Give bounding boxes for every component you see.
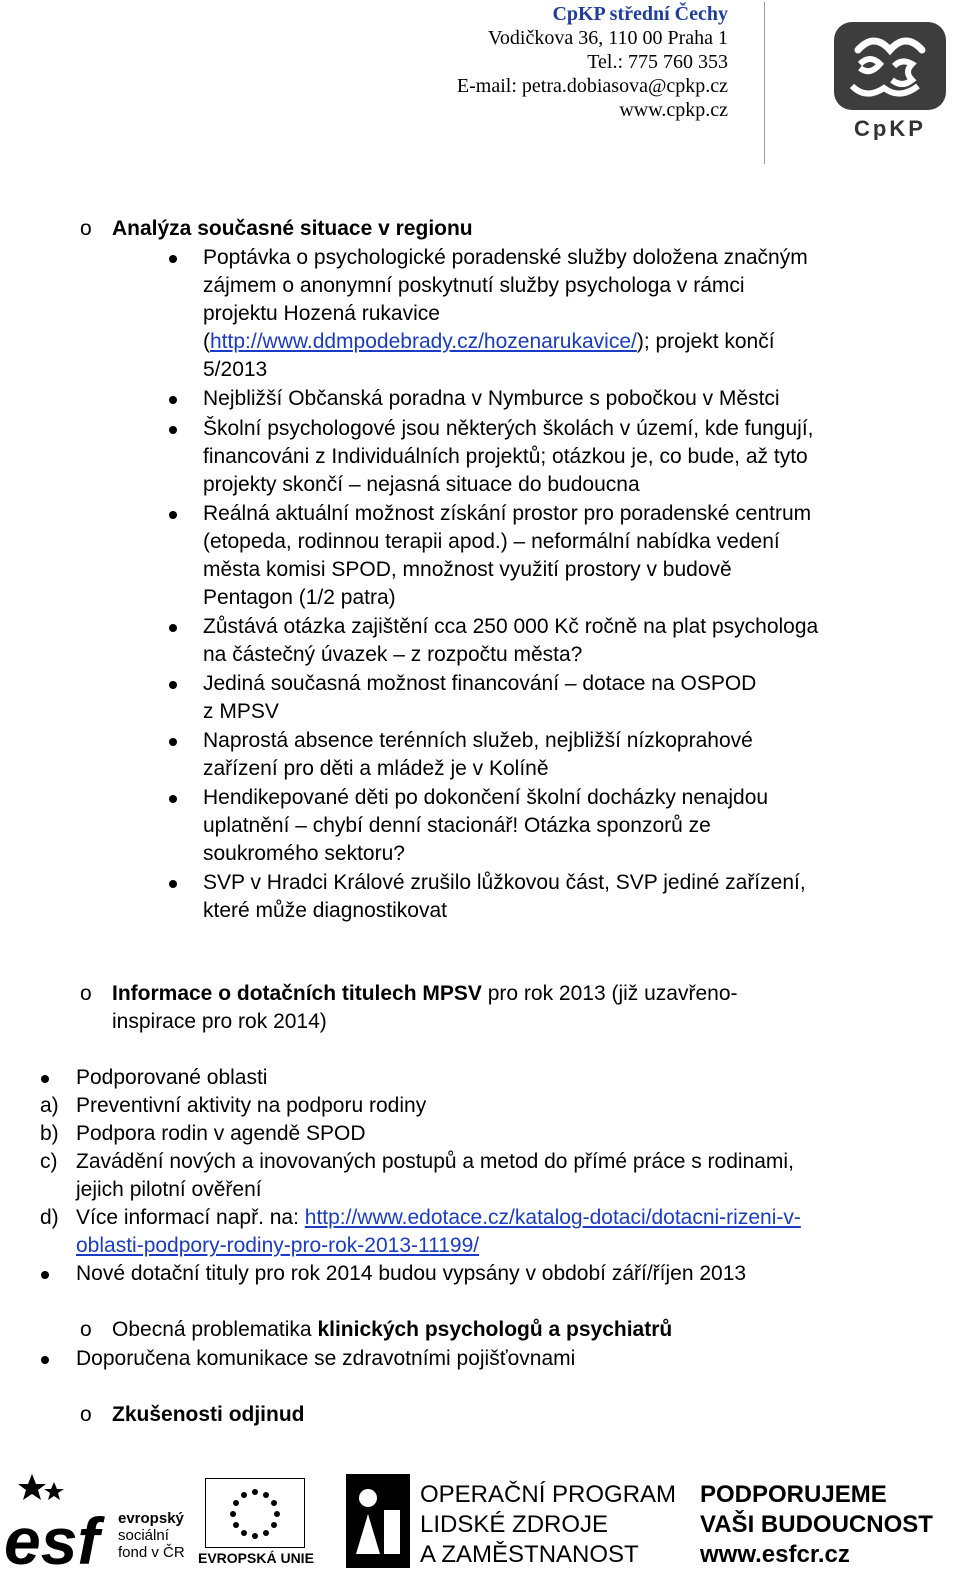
bullet-icon xyxy=(41,1075,49,1083)
eu-label: EVROPSKÁ UNIE xyxy=(198,1550,314,1566)
s1-b3-line2: financováni z Individuálních projektů; otázkou je, co bude, až tyto xyxy=(203,445,808,468)
s1-b5-line1: Zůstává otázka zajištění cca 250 000 Kč ročně na plat psychologa xyxy=(203,615,819,638)
svg-text:CpKP: CpKP xyxy=(854,116,926,140)
s1-b9-line1: SVP v Hradci Králové zrušilo lůžkovou část, SVP jediné zařízení, xyxy=(203,871,806,894)
cpkp-logo xyxy=(830,20,950,140)
bullet-icon xyxy=(169,880,177,888)
bullet-icon xyxy=(41,1356,49,1364)
s1-b1-line3: projektu Hozená rukavice xyxy=(203,302,440,325)
edotace-link-part2[interactable]: oblasti-podpory-rodiny-pro-rok-2013-11199/ xyxy=(76,1234,480,1257)
op-logo xyxy=(346,1474,410,1568)
s1-b6-line2: z MPSV xyxy=(203,700,279,723)
s1-b8-line2: uplatnění – chybí denní stacionář! Otázka sponzorů ze xyxy=(203,814,711,837)
esf-line2: sociální xyxy=(118,1527,169,1544)
s1-b8-line1: Hendikepované děti po dokončení školní docházky nenajdou xyxy=(203,786,769,809)
section-marker: o xyxy=(80,1318,92,1341)
item-label: d) xyxy=(40,1206,59,1229)
org-name: CpKP střední Čechy xyxy=(552,3,728,25)
s1-b1-line5: 5/2013 xyxy=(203,358,268,381)
support-text xyxy=(700,1480,933,1570)
bullet-icon xyxy=(169,681,177,689)
bullet-icon xyxy=(169,396,177,404)
s1-b8-line3: soukromého sektoru? xyxy=(203,842,405,865)
esf-logo-icon xyxy=(2,1472,114,1570)
header-block xyxy=(457,2,728,122)
s1-b3-line1: Školní psychologové jsou některých školách v území, kde fungují, xyxy=(203,417,814,440)
s1-b4-line1: Reálná aktuální možnost získání prostor pro poradenské centrum xyxy=(203,502,812,525)
section3-title: Obecná problematika klinických psychologů a psychiatrů xyxy=(112,1318,673,1341)
section-marker: o xyxy=(80,1403,92,1426)
org-phone: Tel.: 775 760 353 xyxy=(587,51,728,73)
item-text: Více informací např. na: http://www.edotace.cz/katalog-dotaci/dotacni-rizeni-v- xyxy=(76,1206,801,1229)
s1-b7-line1: Naprostá absence terénních služeb, nejbližší nízkoprahové xyxy=(203,729,753,752)
bullet-icon xyxy=(169,624,177,632)
eu-flag xyxy=(205,1478,305,1548)
bullet-icon xyxy=(169,511,177,519)
s1-b1-line2: zájmem o anonymní poskytnutí služby psychologa v rámci xyxy=(203,274,745,297)
section3-bullet: Doporučena komunikace se zdravotními pojišťovnami xyxy=(76,1347,576,1370)
support-web: www.esfcr.cz xyxy=(700,1541,850,1568)
bullet-icon xyxy=(169,255,177,263)
op-text xyxy=(420,1480,676,1570)
esf-line3: fond v ČR xyxy=(118,1544,185,1561)
item-label: a) xyxy=(40,1094,59,1117)
op-line1: OPERAČNÍ PROGRAM xyxy=(420,1481,677,1508)
s1-b4-line3: města komisi SPOD, množnost využití prostory v budově xyxy=(203,558,732,581)
s1-b6-line1: Jediná současná možnost financování – dotace na OSPOD xyxy=(203,672,757,695)
s1-b4-line4: Pentagon (1/2 patra) xyxy=(203,586,396,609)
item-text-cont: jejich pilotní ověření xyxy=(76,1178,262,1201)
esf-text xyxy=(118,1510,185,1561)
supported-areas: Podporované oblasti xyxy=(76,1066,268,1089)
org-email: E-mail: petra.dobiasova@cpkp.cz xyxy=(456,75,728,97)
item-label: c) xyxy=(40,1150,58,1173)
section-marker: o xyxy=(80,217,92,240)
section2-title-line2: inspirace pro rok 2014) xyxy=(112,1010,327,1033)
support-line2: VAŠI BUDOUCNOST xyxy=(700,1511,933,1538)
op-line2: LIDSKÉ ZDROJE xyxy=(420,1511,609,1538)
s1-b1-line4: (http://www.ddmpodebrady.cz/hozenarukavice/); projekt končí xyxy=(203,330,775,353)
section2-title-line1: Informace o dotačních titulech MPSV pro rok 2013 (již uzavřeno- xyxy=(112,982,738,1005)
footer-logos xyxy=(0,1470,960,1572)
header-divider xyxy=(764,2,765,164)
item-text: Podpora rodin v agendě SPOD xyxy=(76,1122,366,1145)
edotace-link[interactable]: http://www.edotace.cz/katalog-dotaci/dotacni-rizeni-v- xyxy=(304,1206,801,1229)
section-marker: o xyxy=(80,982,92,1005)
support-line1: PODPORUJEME xyxy=(700,1481,887,1508)
section4-title: Zkušenosti odjinud xyxy=(112,1403,305,1426)
item-text: Zavádění nových a inovovaných postupů a metod do přímé práce s rodinami, xyxy=(76,1150,794,1173)
new-titles-text: Nové dotační tituly pro rok 2014 budou vypsány v období září/říjen 2013 xyxy=(76,1262,747,1285)
org-web: www.cpkp.cz xyxy=(619,99,728,121)
svg-text:esf: esf xyxy=(4,1504,100,1570)
bullet-icon xyxy=(41,1271,49,1279)
edotace-link-cont xyxy=(76,1232,479,1260)
s1-b4-line2: (etopeda, rodinnou terapii apod.) – neformální nabídka vedení xyxy=(203,530,780,553)
item-text: Preventivní aktivity na podporu rodiny xyxy=(76,1094,427,1117)
bullet-icon xyxy=(169,426,177,434)
s1-b7-line2: zařízení pro děti a mládež je v Kolíně xyxy=(203,757,549,780)
bullet-icon xyxy=(169,795,177,803)
op-line3: A ZAMĚSTNANOST xyxy=(420,1541,639,1568)
s1-b2: Nejbližší Občanská poradna v Nymburce s pobočkou v Městci xyxy=(203,387,780,410)
esf-logo xyxy=(2,1472,114,1570)
s1-b9-line2: které může diagnostikovat xyxy=(203,899,447,922)
org-address: Vodičkova 36, 110 00 Praha 1 xyxy=(488,27,728,49)
s1-b3-line3: projekty skončí – nejasná situace do budoucna xyxy=(203,473,640,496)
hozena-rukavice-link[interactable]: http://www.ddmpodebrady.cz/hozenarukavice/ xyxy=(210,330,637,353)
section1-title: Analýza současné situace v regionu xyxy=(112,217,473,240)
eu-stars-icon xyxy=(205,1478,305,1548)
esf-line1: evropský xyxy=(118,1510,184,1527)
s1-b1-line1: Poptávka o psychologické poradenské služby doložena značným xyxy=(203,246,808,269)
item-label: b) xyxy=(40,1122,59,1145)
cpkp-logo-icon xyxy=(830,20,950,140)
s1-b5-line2: na částečný úvazek – z rozpočtu města? xyxy=(203,643,583,666)
bullet-icon xyxy=(169,738,177,746)
op-logo-icon xyxy=(346,1474,410,1568)
